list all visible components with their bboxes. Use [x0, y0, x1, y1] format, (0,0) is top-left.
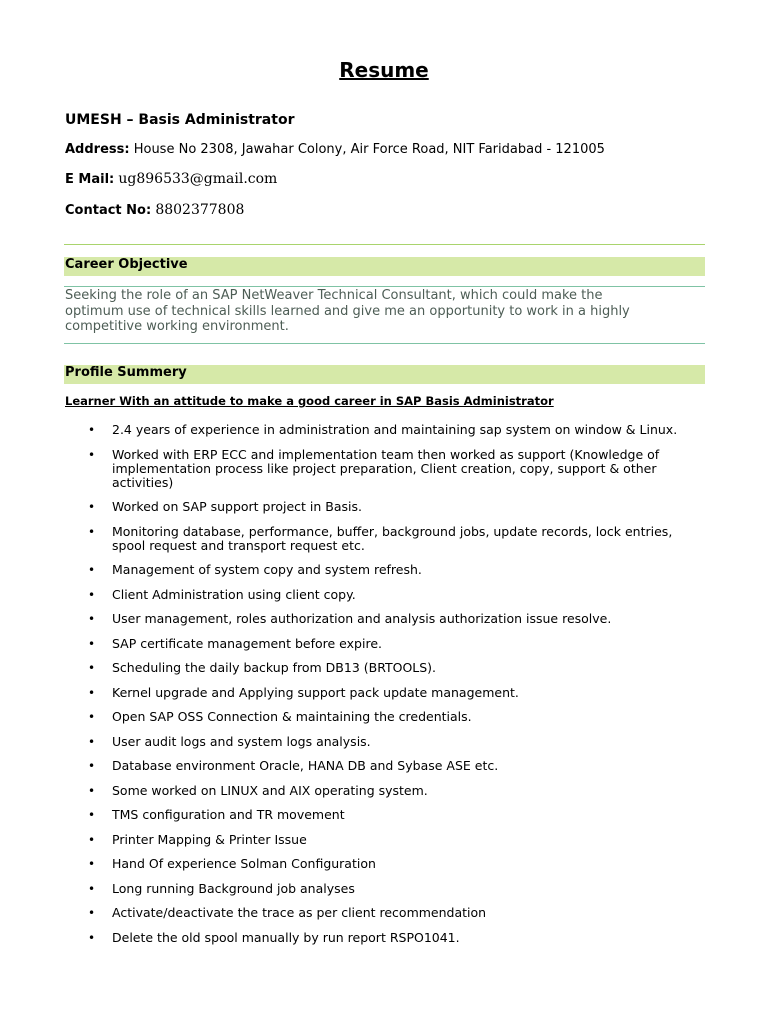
profile-summary-list [0, 423, 768, 955]
list-item [0, 525, 702, 553]
name-heading: UMESH – Basis Administrator [65, 112, 295, 128]
contact-value: 8802377808 [155, 202, 245, 218]
list-item-text: Management of system copy and system refresh. [112, 562, 422, 577]
list-item-text: Worked on SAP support project in Basis. [112, 499, 362, 514]
address-value: House No 2308, Jawahar Colony, Air Force Road, NIT Faridabad - 121005 [133, 142, 605, 157]
list-item [0, 808, 702, 822]
bullet-icon: • [88, 524, 96, 539]
list-item-text: TMS configuration and TR movement [112, 807, 345, 822]
bullet-icon: • [88, 930, 96, 945]
bullet-icon: • [88, 685, 96, 700]
list-item-text: Long running Background job analyses [112, 880, 355, 896]
profile-summary-subheading: Learner With an attitude to make a good career in SAP Basis Administrator [65, 394, 554, 408]
divider [64, 286, 705, 287]
list-item [0, 710, 702, 724]
list-item-text: Open SAP OSS Connection & maintaining the credentials. [112, 709, 472, 724]
list-item [0, 784, 702, 798]
list-item [0, 448, 702, 490]
list-item-text: Activate/deactivate the trace as per client recommendation [112, 905, 487, 920]
list-item [0, 588, 702, 602]
career-objective-heading: Career Objective [64, 257, 705, 276]
list-item-text: SAP certificate management before expire. [112, 635, 382, 651]
contact-label: Contact No: [65, 203, 152, 218]
list-item [0, 857, 702, 871]
bullet-icon: • [88, 612, 96, 626]
divider [64, 343, 705, 344]
bullet-icon: • [88, 563, 96, 577]
email-label: E Mail: [65, 172, 115, 187]
list-item-text: Hand Of experience Solman Configuration [112, 856, 376, 871]
list-item-text: User management, roles authorization and analysis authorization issue resolve. [112, 611, 612, 626]
list-item-text: Kernel upgrade and Applying support pack update management. [112, 684, 519, 700]
contact-line [65, 202, 244, 218]
bullet-icon: • [88, 500, 96, 514]
bullet-icon: • [88, 734, 96, 749]
email-line [65, 171, 277, 187]
bullet-icon: • [88, 881, 96, 896]
list-item [0, 906, 702, 920]
bullet-icon: • [88, 447, 96, 462]
list-item [0, 637, 702, 651]
bullet-icon: • [88, 710, 96, 724]
list-item [0, 612, 702, 626]
list-item [0, 759, 702, 773]
bullet-icon: • [88, 783, 96, 798]
list-item [0, 931, 702, 945]
bullet-icon: • [88, 423, 96, 437]
list-item-text: Database environment Oracle, HANA DB and Sybase ASE etc. [112, 758, 499, 773]
address-label: Address: [65, 142, 130, 157]
list-item [0, 882, 702, 896]
bullet-icon: • [88, 636, 96, 651]
address-line [65, 142, 605, 157]
list-item-text: Delete the old spool manually by run report RSPO1041. [112, 929, 460, 945]
list-item-text: Monitoring database, performance, buffer, background jobs, update records, lock entries, spool request and transport request etc. [112, 523, 673, 553]
list-item-text: Some worked on LINUX and AIX operating system. [112, 782, 428, 798]
profile-summary-heading: Profile Summery [64, 365, 705, 384]
list-item [0, 686, 702, 700]
list-item-text: Client Administration using client copy. [112, 586, 356, 602]
email-value: ug896533@gmail.com [118, 171, 278, 187]
bullet-icon: • [88, 906, 96, 920]
bullet-icon: • [88, 808, 96, 822]
list-item-text: User audit logs and system logs analysis. [112, 733, 371, 749]
list-item [0, 833, 702, 847]
bullet-icon: • [88, 832, 96, 847]
bullet-icon: • [88, 661, 96, 675]
list-item [0, 735, 702, 749]
list-item [0, 500, 702, 514]
page-title: Resume [339, 58, 429, 82]
list-item [0, 661, 702, 675]
list-item-text: Scheduling the daily backup from DB13 (BRTOOLS). [112, 660, 437, 675]
bullet-icon: • [88, 759, 96, 773]
list-item-text: Printer Mapping & Printer Issue [112, 831, 307, 847]
divider [64, 244, 705, 245]
bullet-icon: • [88, 857, 96, 871]
list-item [0, 563, 702, 577]
list-item-text: 2.4 years of experience in administration and maintaining sap system on window & Linux. [112, 422, 678, 437]
list-item [0, 423, 702, 437]
list-item-text: Worked with ERP ECC and implementation team then worked as support (Knowledge of implementation process like project preparation, Client creation, copy, support & other activities) [112, 446, 660, 490]
career-objective-text: Seeking the role of an SAP NetWeaver Technical Consultant, which could make the optimum use of technical skills learned and give me an opportunity to work in a highly competitive working environment. [65, 288, 630, 334]
bullet-icon: • [88, 587, 96, 602]
